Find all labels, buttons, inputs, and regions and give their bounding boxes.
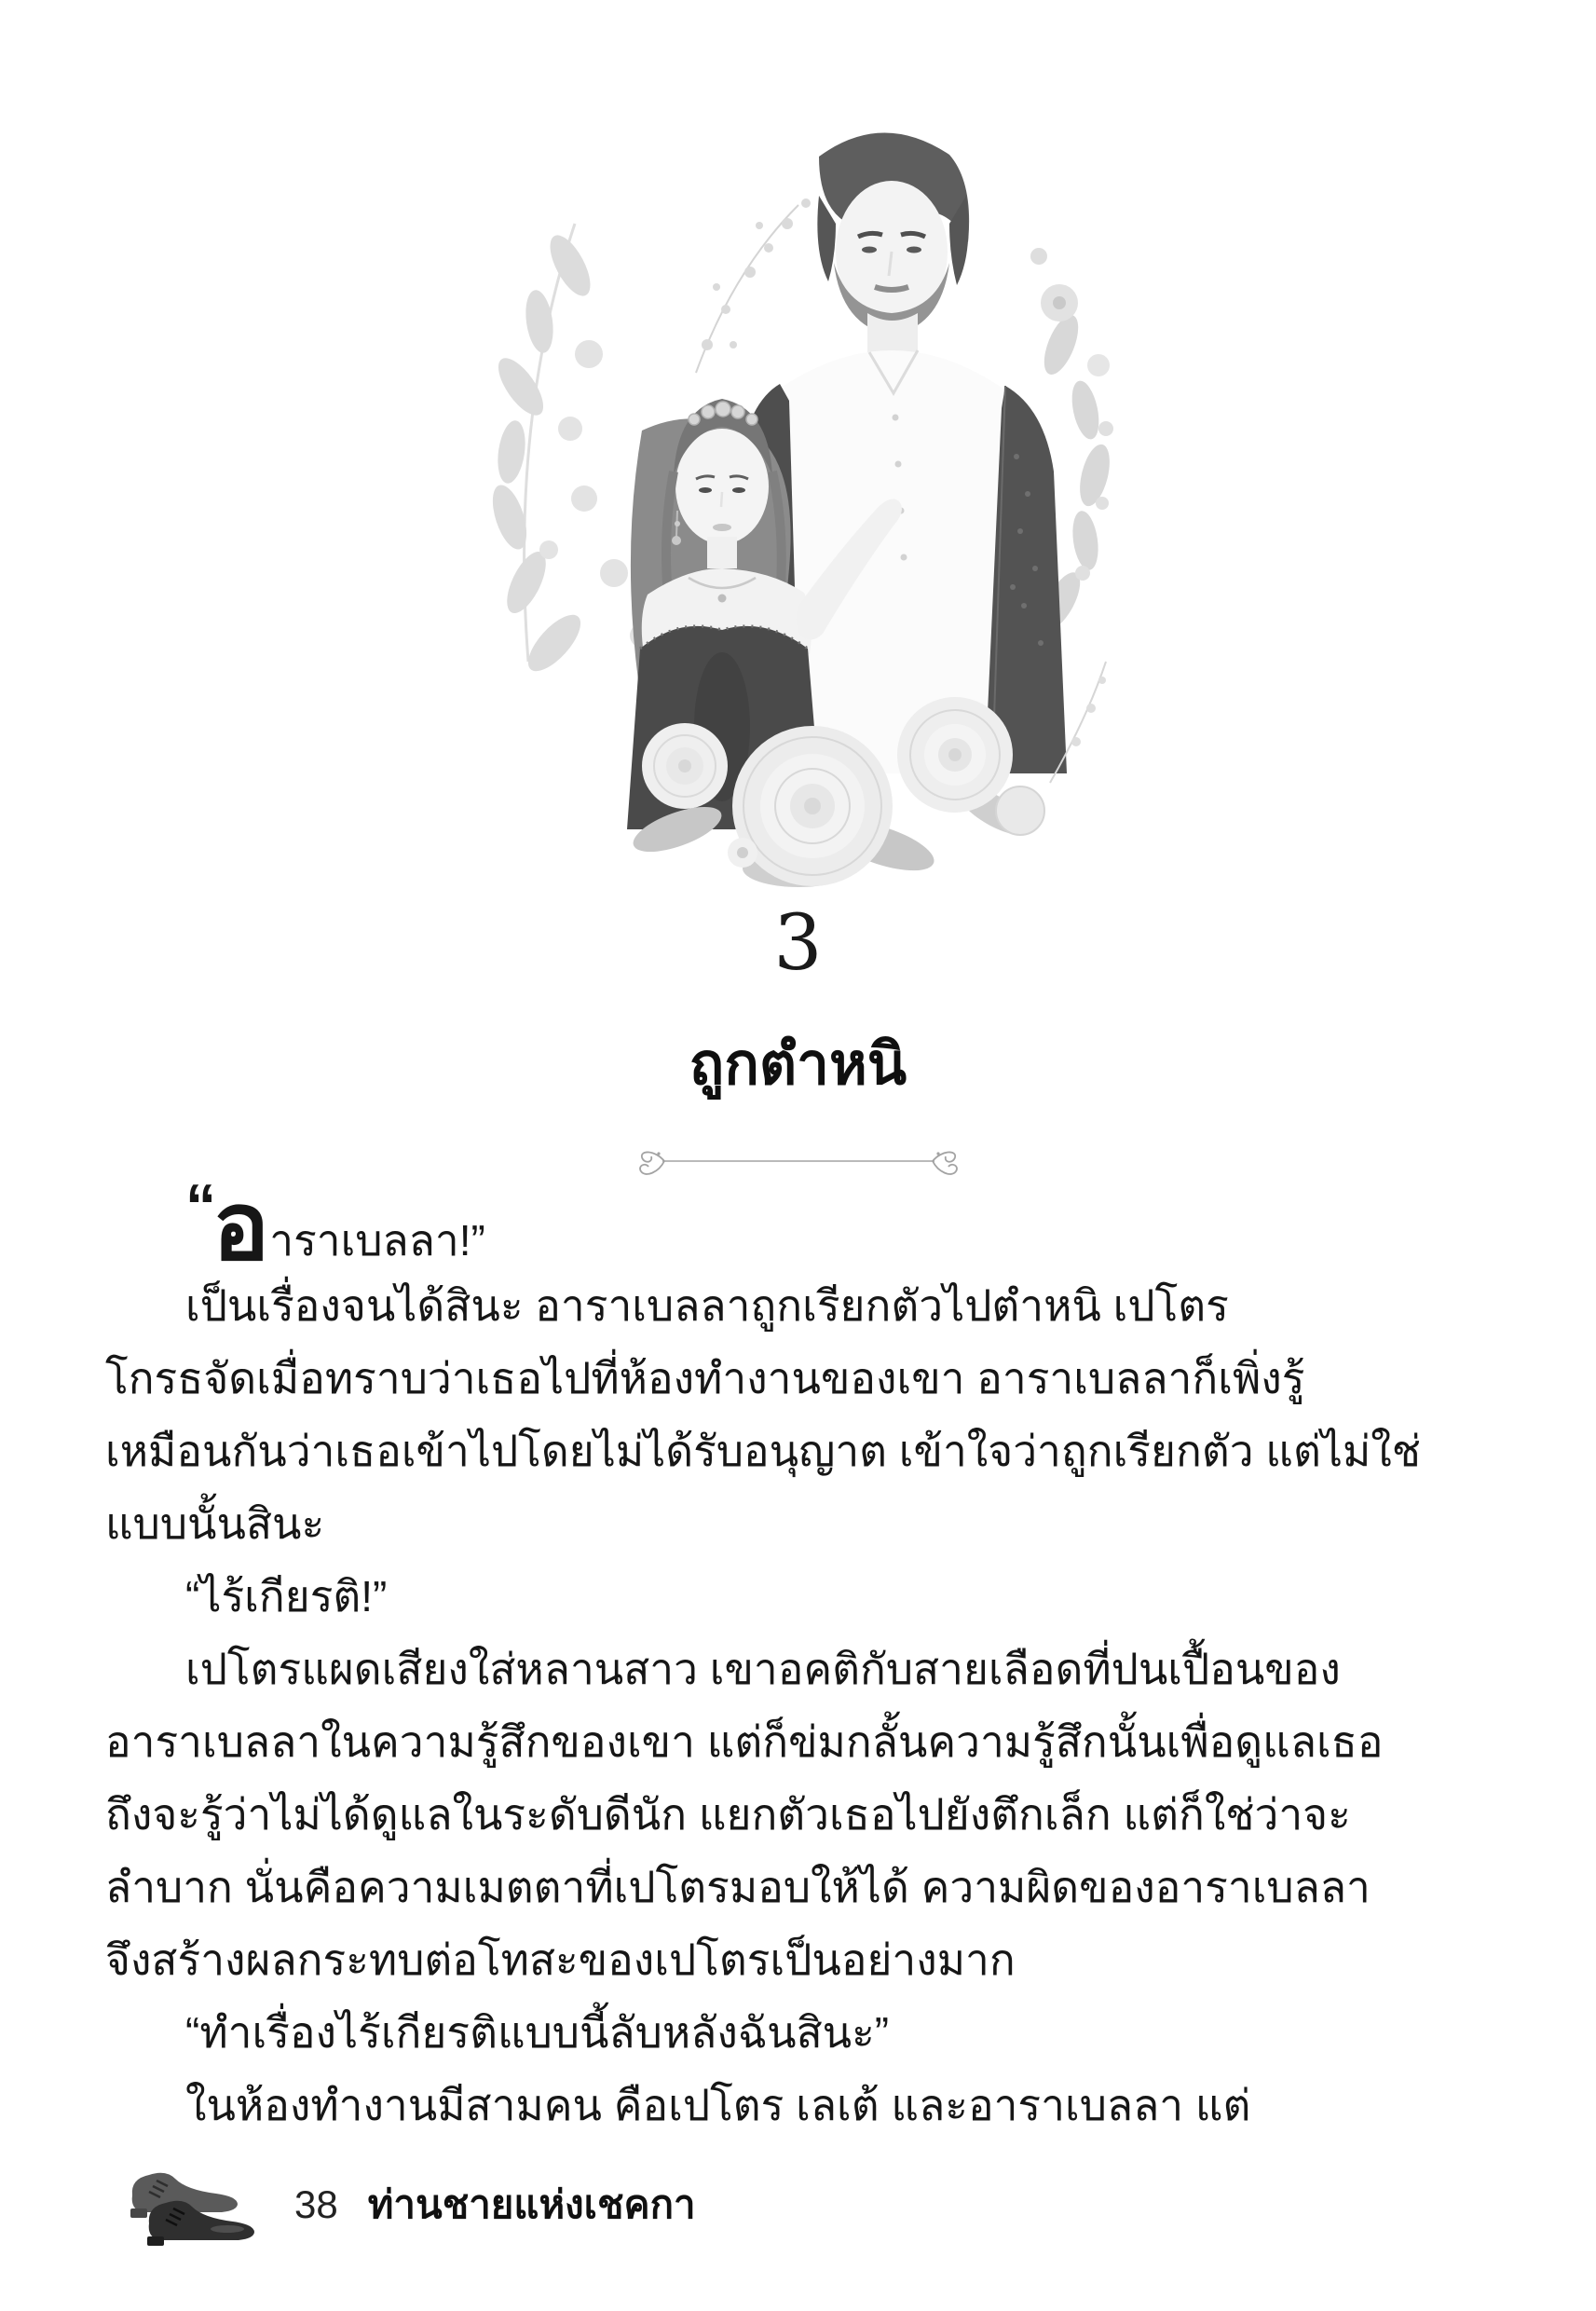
book-title: ท่านชายแห่งเชคกา: [367, 2182, 696, 2226]
chapter-illustration: [398, 65, 1199, 904]
body-lines: [105, 1269, 1494, 2141]
drop-cap: อ: [212, 1173, 270, 1279]
body-line: เป็นเรื่องจนได้สินะ อาราเบลลาถูกเรียกตัวไปตำหนิ เปโตร: [185, 1281, 1229, 1330]
chapter-number: 3: [773, 899, 823, 988]
body-line: “ไร้เกียรติ!”: [185, 1572, 388, 1620]
couple-wreath-illustration: [398, 65, 1199, 904]
body-line: โกรธจัดเมื่อทราบว่าเธอไปที่ห้องทำงานของเขา อาราเบลลาก็เพิ่งรู้: [105, 1354, 1305, 1402]
opening-line: [105, 1170, 1494, 1279]
page-number: 38: [294, 2182, 338, 2226]
dress-shoes-icon: [97, 2154, 274, 2255]
chapter-title: ถูกตำหนิ: [689, 1032, 907, 1097]
opening-line-rest: าราเบลลา!”: [269, 1216, 485, 1265]
body-text: [105, 1170, 1494, 2141]
page-footer: [97, 2151, 696, 2259]
body-line: อาราเบลลาในความรู้สึกของเขา แต่ก็ข่มกลั้นความรู้สึกนั้นเพื่อดูแลเธอ: [105, 1717, 1384, 1766]
body-line: เหมือนกันว่าเธอเข้าไปโดยไม่ได้รับอนุญาต เข้าใจว่าถูกเรียกตัว แต่ไม่ใช่: [105, 1427, 1421, 1475]
body-line: ลำบาก นั่นคือความเมตตาที่เปโตรมอบให้ได้ ความผิดของอาราเบลลา: [105, 1863, 1371, 1911]
body-line: จึงสร้างผลกระทบต่อโทสะของเปโตรเป็นอย่างมาก: [105, 1935, 1016, 1984]
body-line: ถึงจะรู้ว่าไม่ได้ดูแลในระดับดีนัก แยกตัวเธอไปยังตึกเล็ก แต่ก็ใช่ว่าจะ: [105, 1790, 1351, 1839]
body-line: ในห้องทำงานมีสามคน คือเปโตร เลเต้ และอาราเบลลา แต่: [185, 2081, 1251, 2129]
body-line: เปโตรแผดเสียงใส่หลานสาว เขาอคติกับสายเลือดที่ปนเปื้อนของ: [185, 1645, 1341, 1693]
opening-quote: “: [185, 1171, 212, 1240]
body-line: แบบนั้นสินะ: [105, 1499, 325, 1548]
body-line: “ทำเรื่องไร้เกียรติแบบนี้ลับหลังฉันสินะ”: [185, 2008, 890, 2057]
